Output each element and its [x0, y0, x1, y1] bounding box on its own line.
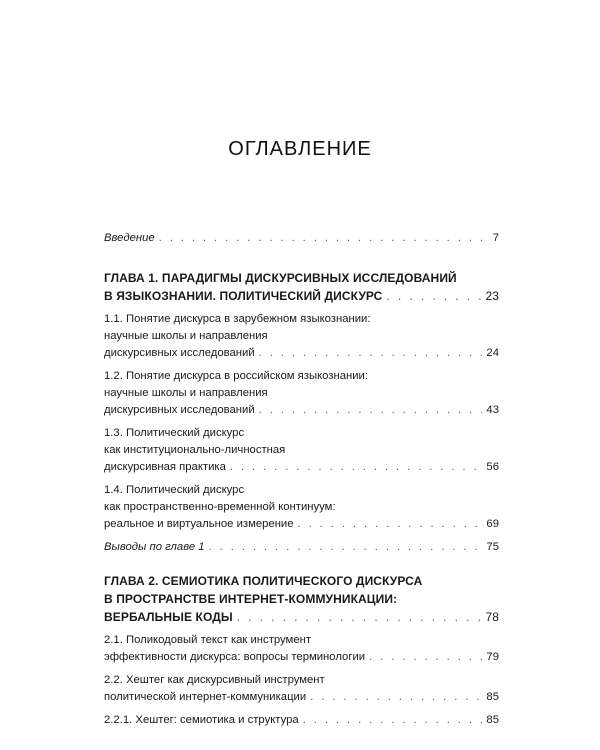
dot-leader — [369, 649, 482, 666]
toc-entry[interactable] — [104, 539, 499, 556]
toc-chapter[interactable] — [104, 572, 499, 626]
toc-entry-text: политической интернет-коммуникации — [104, 691, 307, 703]
toc-entry[interactable] — [104, 230, 499, 247]
dot-leader — [259, 345, 483, 362]
page-number: 43 — [486, 404, 499, 416]
dot-leader — [298, 516, 483, 533]
page-title: ОГЛАВЛЕНИЕ — [228, 138, 372, 160]
dot-leader — [259, 402, 483, 419]
toc-entry-text: реальное и виртуальное измерение — [104, 518, 294, 530]
page-number: 24 — [486, 347, 499, 359]
dot-leader — [303, 712, 483, 729]
toc-entry-text: научные школы и направления — [104, 330, 268, 342]
toc-entry-text: эффективности дискурса: вопросы терминологии — [104, 651, 366, 663]
toc-entry[interactable] — [104, 632, 499, 666]
toc-entry-text: дискурсивных исследований — [104, 347, 255, 359]
page-number: 85 — [486, 714, 499, 726]
toc-chapter[interactable] — [104, 269, 499, 305]
page-number: 78 — [485, 610, 499, 624]
toc-entry-text: 2.2.1. Хештег: семиотика и структура — [104, 714, 299, 726]
dot-leader — [159, 230, 489, 247]
toc-entry[interactable] — [104, 482, 499, 533]
toc-entry-text: 1.2. Понятие дискурса в российском языкознании: — [104, 370, 369, 382]
toc-entry-text: В ЯЗЫКОЗНАНИИ. ПОЛИТИЧЕСКИЙ ДИСКУРС — [104, 289, 383, 303]
page-number: 69 — [486, 518, 499, 530]
toc-entry[interactable] — [104, 425, 499, 476]
dot-leader — [386, 287, 481, 305]
dot-leader — [237, 608, 482, 626]
toc-entry-text: ГЛАВА 1. ПАРАДИГМЫ ДИСКУРСИВНЫХ ИССЛЕДОВАНИЙ — [104, 271, 457, 285]
toc-entry-text: ГЛАВА 2. СЕМИОТИКА ПОЛИТИЧЕСКОГО ДИСКУРСА — [104, 574, 423, 588]
page-number: 7 — [492, 232, 499, 244]
toc-entry-text: Выводы по главе 1 — [104, 541, 205, 553]
toc-entry-text: 1.4. Политический дискурс — [104, 484, 245, 496]
dot-leader — [310, 689, 482, 706]
toc-entry[interactable] — [104, 368, 499, 419]
toc-entry-text: научные школы и направления — [104, 387, 268, 399]
toc-entry-text: 2.2. Хештег как дискурсивный инструмент — [104, 674, 325, 686]
page-number: 85 — [486, 691, 499, 703]
toc-entry-text: ВЕРБАЛЬНЫЕ КОДЫ — [104, 610, 233, 624]
toc-entry-text: как институционально-личностная — [104, 444, 286, 456]
toc-entry[interactable] — [104, 712, 499, 729]
toc-entry[interactable] — [104, 311, 499, 362]
toc-entry-text: дискурсивных исследований — [104, 404, 255, 416]
page-number: 79 — [486, 651, 499, 663]
page-number: 75 — [486, 541, 499, 553]
toc-entry[interactable] — [104, 672, 499, 706]
page-number: 23 — [485, 289, 499, 303]
toc-entry-text: дискурсивная практика — [104, 461, 226, 473]
toc-entry-text: 1.1. Понятие дискурса в зарубежном языкознании: — [104, 313, 371, 325]
dot-leader — [230, 459, 483, 476]
table-of-contents — [104, 230, 499, 735]
dot-leader — [209, 539, 483, 556]
toc-entry-text: В ПРОСТРАНСТВЕ ИНТЕРНЕТ-КОММУНИКАЦИИ: — [104, 592, 398, 606]
page-number: 56 — [486, 461, 499, 473]
toc-entry-text: 2.1. Поликодовый текст как инструмент — [104, 634, 312, 646]
toc-entry-text: 1.3. Политический дискурс — [104, 427, 245, 439]
toc-entry-text: как пространственно-временной континуум: — [104, 501, 336, 513]
toc-entry-text: Введение — [104, 232, 155, 244]
